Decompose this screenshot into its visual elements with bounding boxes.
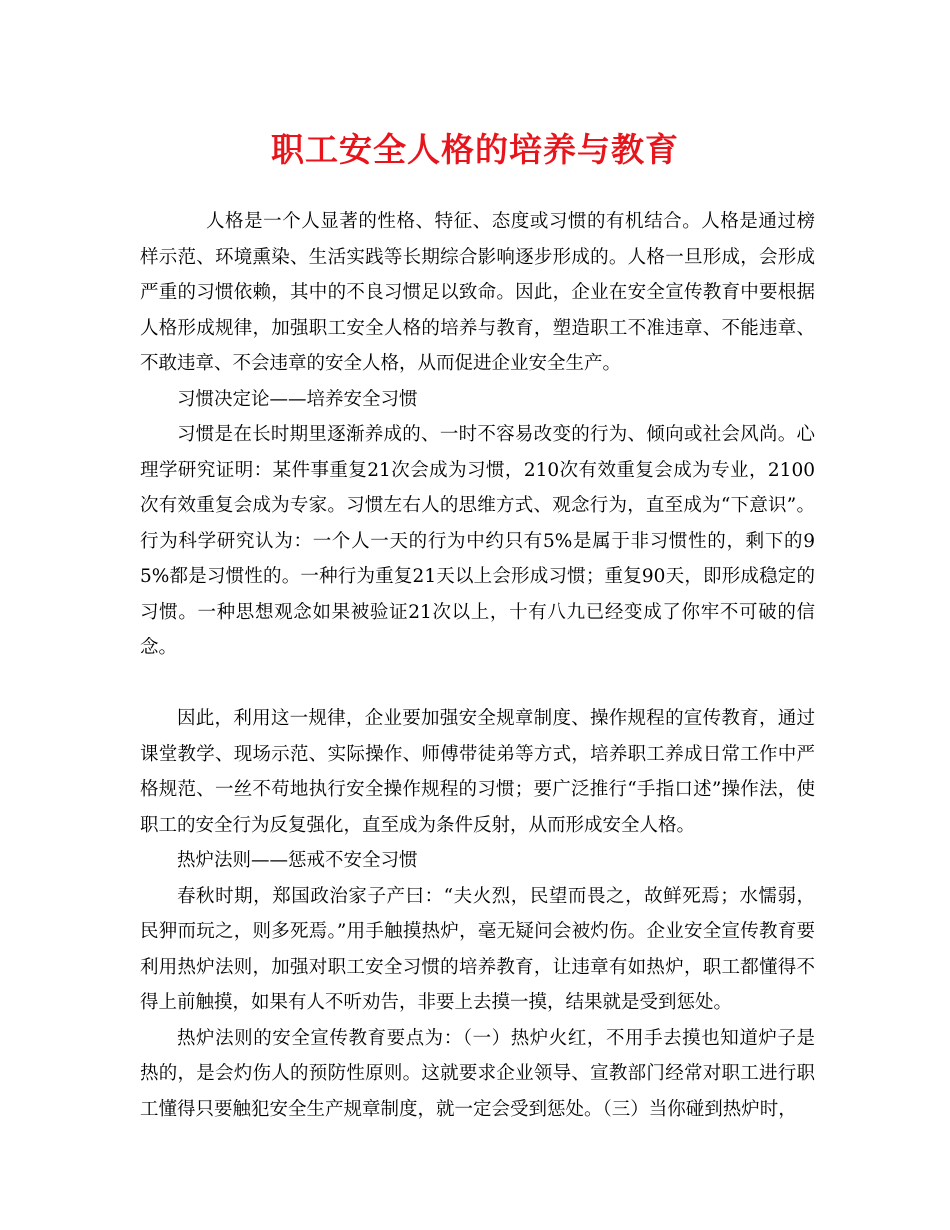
document-title: 职工安全人格的培养与教育 <box>271 130 679 169</box>
intro-paragraph: 人格是一个人显著的性格、特征、态度或习惯的有机结合。人格是通过榜样示范、环境熏染、生活实践等长期综合影响逐步形成的。人格一旦形成，会形成严重的习惯依赖，其中的不良习惯足以致命。因此，企业在安全宣传教育中要根据人格形成规律，加强职工安全人格的培养与教育，塑造职工不准违章、不能违章、不敢违章、不会违章的安全人格，从而促进企业安全生产。 <box>140 211 815 374</box>
hot-stove-points-paragraph: 热炉法则的安全宣传教育要点为：（一）热炉火红，不用手去摸也知道炉子是热的，是会灼伤人的预防性原则。这就要求企业领导、宣教部门经常对职工进行职工懂得只要触犯安全生产规章制度，就一定会受到惩处。（三）当你碰到热炉时， <box>140 1027 815 1120</box>
hot-stove-paragraph: 春秋时期，郑国政治家子产曰：“夫火烈，民望而畏之，故鲜死焉；水懦弱，民狎而玩之，则多死焉。”用手触摸热炉，毫无疑问会被灼伤。企业安全宣传教育要利用热炉法则，加强对职工安全习惯的培养教育，让违章有如热炉，职工都懂得不得上前触摸，如果有人不听劝告，非要上去摸一摸，结果就是受到惩处。 <box>140 885 815 1013</box>
habit-application-paragraph: 因此，利用这一规律，企业要加强安全规章制度、操作规程的宣传教育，通过课堂教学、现场示范、实际操作、师傅带徒弟等方式，培养职工养成日常工作中严格规范、一丝不苟地执行安全操作规程的习惯；要广泛推行“手指口述”操作法，使职工的安全行为反复强化，直至成为条件反射，从而形成安全人格。 <box>140 708 815 836</box>
section-heading-habit: 习惯决定论——培养安全习惯 <box>177 388 418 410</box>
paragraph-gap <box>140 666 815 702</box>
section-heading-hot-stove: 热炉法则——惩戒不安全习惯 <box>177 850 418 871</box>
habit-paragraph: 习惯是在长时期里逐渐养成的、一时不容易改变的行为、倾向或社会风尚。心理学研究证明：某件事重复21次会成为习惯，210次有效重复会成为专业，2100次有效重复会成为专家。习惯左右人的思维方式、观念行为，直至成为“下意识”。行为科学研究认为：一个人一天的行为中约只有5%是属于非习惯性的，剩下的95%都是习惯性的。一种行为重复21天以上会形成习惯；重复90天，即形成稳定的习惯。一种思想观念如果被验证21次以上，十有八九已经变成了你牢不可破的信念。 <box>140 424 815 658</box>
document-body <box>140 204 815 1127</box>
